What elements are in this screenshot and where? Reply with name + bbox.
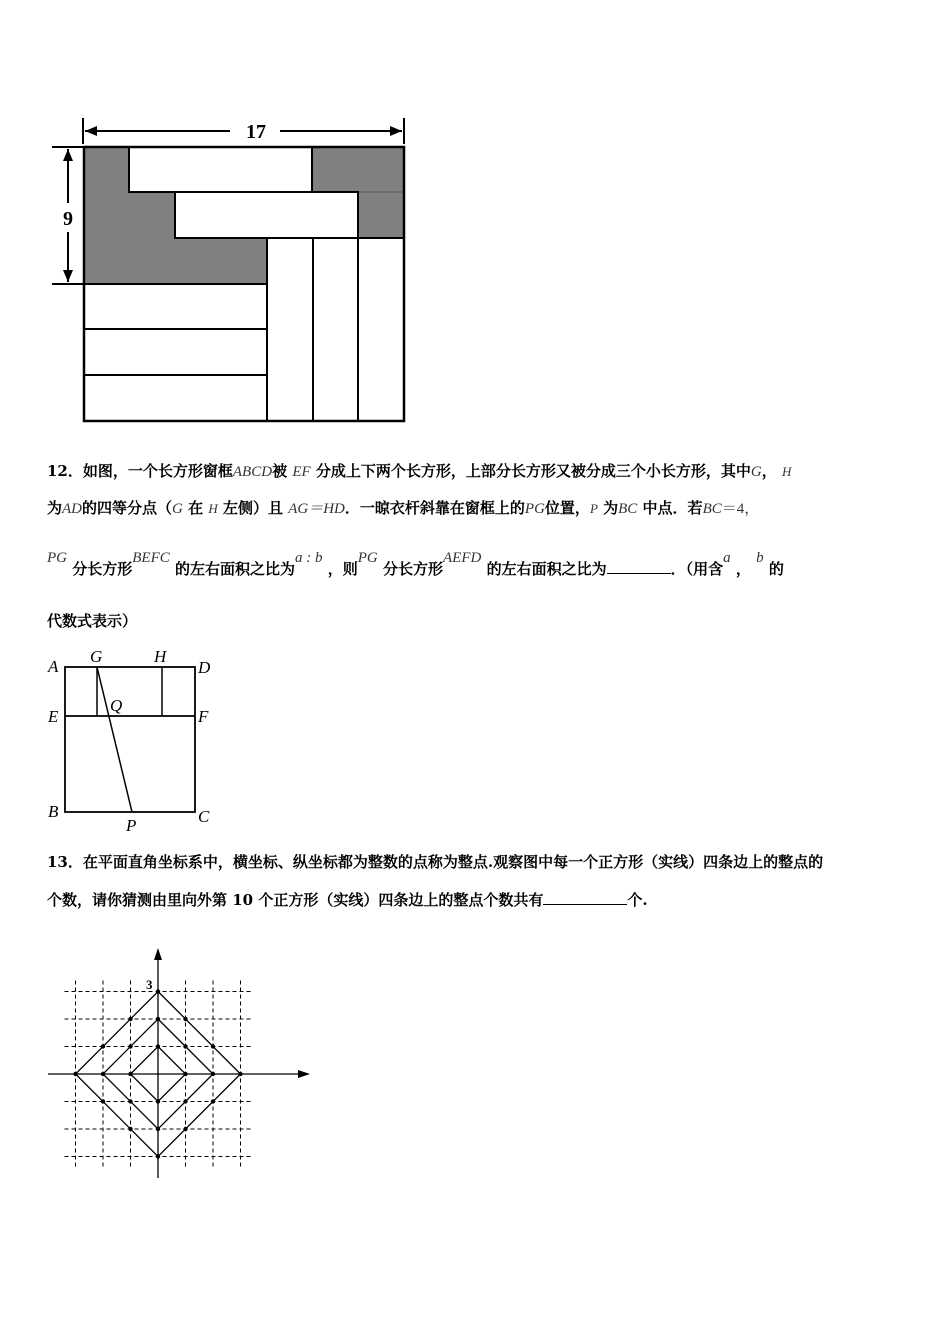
lattice-point — [101, 1044, 105, 1048]
label-e: E — [48, 707, 59, 726]
math-pg: PG — [357, 550, 378, 566]
y-tick-3: 3 — [146, 977, 153, 992]
label-a: A — [48, 657, 59, 676]
math-a: a — [723, 550, 731, 566]
q12-text: ，则 — [327, 560, 358, 578]
math-g: G — [172, 501, 183, 517]
label-f: F — [198, 707, 209, 726]
q12-line3 — [47, 550, 784, 579]
math-abcd: ABCD — [232, 464, 273, 480]
lattice-point — [238, 1072, 242, 1076]
label-g: G — [90, 647, 103, 666]
lattice-point — [183, 1044, 187, 1048]
math-befc: BEFC — [132, 550, 170, 566]
figure-lattice-squares — [40, 940, 320, 1190]
math-bc: BC — [702, 501, 722, 517]
math-aefd: AEFD — [443, 550, 482, 566]
lattice-point — [183, 1127, 187, 1131]
q12-line1 — [47, 460, 791, 481]
lattice-point — [101, 1072, 105, 1076]
q13-text: 个数，请你猜测由里向外第 10 个正方形（实线）四条边上的整点个数共有 — [47, 891, 544, 909]
width-label: 17 — [246, 121, 266, 143]
q12-text: 为 — [47, 499, 63, 517]
lattice-point — [128, 1044, 132, 1048]
label-p: P — [126, 816, 137, 835]
math-b: b — [756, 550, 764, 566]
label-c: C — [198, 807, 210, 826]
math-p: P — [589, 501, 598, 516]
q13-line2 — [47, 889, 648, 910]
lattice-point — [211, 1072, 215, 1076]
answer-blank[interactable] — [607, 559, 671, 574]
label-q: Q — [110, 696, 123, 715]
q12-text: 的左右面积之比为 — [486, 560, 607, 578]
q12-text: ．（用含 — [670, 560, 724, 578]
lattice-point — [156, 989, 160, 993]
q12-text: 的四等分点（ — [82, 499, 173, 517]
lattice-point — [183, 1017, 187, 1021]
math-ef: EF — [292, 464, 311, 480]
lattice-point — [101, 1099, 105, 1103]
lattice-point — [73, 1072, 77, 1076]
label-b: B — [48, 802, 59, 821]
q12-text: 分长方形 — [382, 560, 443, 578]
q12-text: 的左右面积之比为 — [174, 560, 295, 578]
q12-text: ， — [735, 560, 751, 578]
lattice-point — [128, 1127, 132, 1131]
figure-window-rectangles — [40, 110, 420, 430]
q12-text: 位置， — [544, 499, 590, 517]
height-label: 9 — [63, 208, 73, 230]
math-ad: AD — [62, 501, 83, 517]
q12-text: 为 — [603, 499, 619, 517]
math-h: H — [208, 501, 218, 516]
lattice-point — [156, 1154, 160, 1158]
lattice-point — [156, 1017, 160, 1021]
lattice-point — [128, 1017, 132, 1021]
math-pg: PG — [524, 501, 545, 517]
figure-window-abcd — [40, 645, 230, 840]
label-d: D — [198, 658, 211, 677]
lattice-point — [183, 1072, 187, 1076]
q12-text: 左侧）且 — [222, 499, 283, 517]
math-g: G — [750, 464, 762, 480]
q12-text: 的 — [768, 560, 784, 578]
label-h: H — [154, 647, 167, 666]
q12-text: ．一晾衣杆斜靠在窗框上的 — [344, 499, 525, 517]
math-pg: PG — [47, 550, 67, 566]
math-eq-4: ＝4， — [721, 501, 760, 517]
q12-text: 分长方形 — [72, 560, 133, 578]
math-ag-eq-hd: AG＝HD — [288, 501, 345, 517]
lattice-point — [156, 1044, 160, 1048]
q12-text: 分成上下两个长方形，上部分长方形又被分成三个小长方形，其中 — [315, 462, 751, 480]
lattice-point — [211, 1099, 215, 1103]
q12-line2 — [47, 497, 759, 518]
q13-text: 个. — [627, 891, 648, 909]
q12-text: 12．如图，一个长方形窗框 — [47, 462, 233, 480]
q12-text: ， — [761, 462, 777, 480]
q12-text: 被 — [272, 462, 288, 480]
q12-line4: 代数式表示） — [47, 612, 138, 630]
lattice-point — [211, 1044, 215, 1048]
math-h: H — [781, 464, 792, 479]
lattice-point — [128, 1099, 132, 1103]
math-bc: BC — [618, 501, 638, 517]
q12-text: 在 — [188, 499, 204, 517]
lattice-point — [183, 1099, 187, 1103]
q13-line1: 13．在平面直角坐标系中，横坐标、纵坐标都为整数的点称为整点.观察图中每一个正方形（实线）四条边上的整点的 — [47, 853, 824, 871]
lattice-point — [128, 1072, 132, 1076]
lattice-point — [156, 1099, 160, 1103]
lattice-point — [156, 1127, 160, 1131]
q12-text: 中点．若 — [642, 499, 703, 517]
math-ratio: a : b — [295, 550, 323, 566]
answer-blank[interactable] — [543, 890, 627, 905]
